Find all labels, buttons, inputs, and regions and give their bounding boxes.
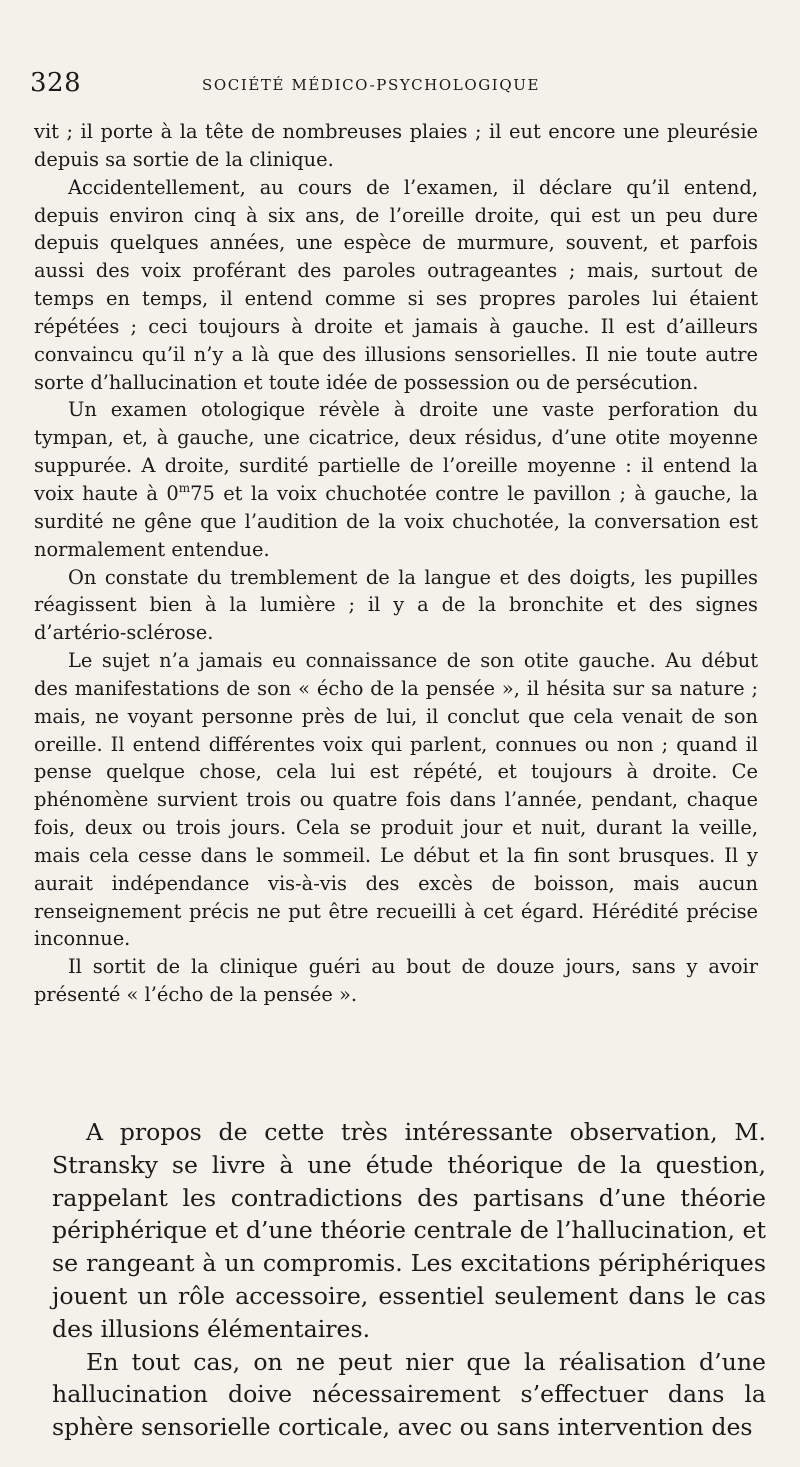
paragraph-continuation: vit ; il porte à la tête de nombreuses plaies ; il eut encore une pleurésie depuis sa sortie de la clinique. <box>34 120 758 171</box>
paragraph-stransky-theory: A propos de cette très intéressante observation, M. Stransky se livre à une étude théorique de la question, rappelant les contradictions des partisans d’une théorie périphérique et d’une théorie centrale de l’hallucination, et se rangeant à un compromis. Les excitations périphériques jouent un rôle accessoire, essentiel seulement dans le cas des illusions élémentaires. <box>52 1118 766 1343</box>
case-report <box>34 118 758 1009</box>
discussion <box>52 1116 766 1444</box>
paragraph-cortical-sphere: En tout cas, on ne peut nier que la réalisation d’une hallucination doive nécessairement s’effectuer dans la sphère sensorielle corticale, avec ou sans intervention des <box>52 1347 766 1442</box>
running-title: SOCIÉTÉ MÉDICO-PSYCHOLOGIQUE <box>202 76 541 94</box>
paragraph-tremor: On constate du tremblement de la langue et des doigts, les pupilles réagissent bien à la lumière ; il y a de la bronchite et des signes d’artério-sclérose. <box>34 565 758 645</box>
paragraph-otologic-exam <box>34 396 758 563</box>
otologic-exam-text-b: 75 et la voix chuchotée contre le pavillon ; à gauche, la surdité ne gêne que l’audition de la voix chuchotée, la conversation est normalement entendue. <box>34 481 758 561</box>
meter-superscript: m <box>178 480 191 495</box>
paragraph-echo-of-thought: Le sujet n’a jamais eu connaissance de son otite gauche. Au début des manifestations de son « écho de la pensée », il hésita sur sa nature ; mais, ne voyant personne près de lui, il conclut que cela venait de son oreille. Il entend différentes voix qui parlent, connues ou non ; quand il pense quelque chose, cela lui est répété, et toujours à droite. Ce phénomène survient trois ou quatre fois dans l’année, pendant, chaque fois, deux ou trois jours. Cela se produit jour et nuit, durant la veille, mais cela cesse dans le sommeil. Le début et la fin sont brusques. Il y aurait indépendance vis-à-vis des excès de boisson, mais aucun renseignement précis ne put être recueilli à cet égard. Hérédité précise inconnue. <box>34 649 758 951</box>
paragraph-hearing-symptoms: Accidentellement, au cours de l’examen, il déclare qu’il entend, depuis environ cinq à six ans, de l’oreille droite, qui est un peu dure depuis quelques années, une espèce de murmure, souvent, et parfois aussi des voix proférant des paroles outrageantes ; mais, surtout de temps en temps, il entend comme si ses propres paroles lui étaient répétées ; ceci toujours à droite et jamais à gauche. Il est d’ailleurs convaincu qu’il n’y a là que des illusions sensorielles. Il nie toute autre sorte d’hallucination et toute idée de possession ou de persécution. <box>34 175 758 394</box>
page-number: 328 <box>30 68 82 98</box>
otologic-exam-text-a: Un examen otologique révèle à droite une vaste perforation du tympan, et, à gauche, une cicatrice, deux résidus, d’une otite moyenne suppurée. A droite, surdité partielle de l’oreille moyenne : il entend la voix haute à 0 <box>34 398 758 505</box>
paragraph-discharge: Il sortit de la clinique guéri au bout de douze jours, sans y avoir présenté « l’écho de la pensée ». <box>34 955 758 1007</box>
page-header <box>30 68 770 102</box>
